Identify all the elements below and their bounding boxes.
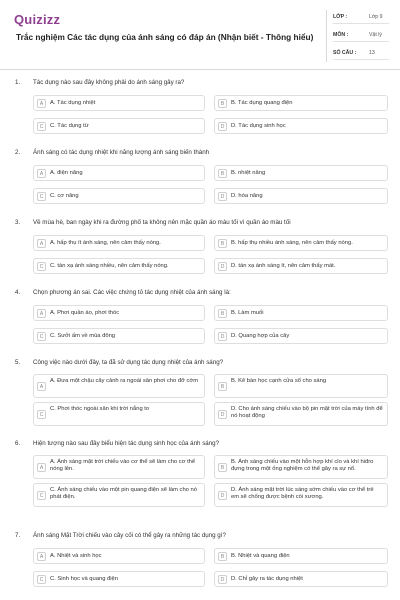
option-b[interactable] <box>214 455 388 479</box>
option-b[interactable] <box>214 305 388 321</box>
option-c[interactable] <box>33 118 205 134</box>
option-d[interactable] <box>214 571 388 587</box>
option-text: B. Làm muối <box>231 310 264 316</box>
option-a[interactable] <box>33 235 205 251</box>
option-a[interactable] <box>33 455 205 479</box>
option-b[interactable] <box>214 548 388 564</box>
option-text: B. Kê bàn học cạnh cửa sổ cho sáng <box>231 378 327 384</box>
meta-value: Vật lý <box>369 32 382 38</box>
option-letter: B <box>218 169 227 178</box>
option-letter: A <box>37 552 46 561</box>
option-letter: D <box>218 491 227 500</box>
meta-row-count <box>333 46 389 60</box>
question-text: Ánh sáng Mặt Trời chiếu vào cây cối có thể gây ra những tác dụng gì? <box>33 532 226 539</box>
option-letter: A <box>37 239 46 248</box>
option-letter: B <box>218 99 227 108</box>
option-text: D. hóa năng <box>231 193 263 199</box>
quizizz-logo[interactable]: Quizizz <box>14 12 61 27</box>
option-letter: B <box>218 382 227 391</box>
option-text: B. Nhiệt và quang điện <box>231 553 290 559</box>
option-b[interactable] <box>214 95 388 111</box>
question-text: Ánh sáng có tác dụng nhiệt khi năng lượng ánh sáng biến thành <box>33 149 210 156</box>
option-d[interactable] <box>214 328 388 344</box>
option-a[interactable] <box>33 165 205 181</box>
meta-value: 13 <box>369 50 375 56</box>
option-text: D. Ánh sáng mặt trời lúc sáng sớm chiếu vào cơ thể trẻ em sẽ chống được bệnh còi xương. <box>231 487 374 501</box>
option-letter: D <box>218 410 227 419</box>
option-a[interactable] <box>33 374 205 398</box>
option-text: A. hấp thụ ít ánh sáng, nên cảm thấy nóng. <box>50 240 161 246</box>
question-number: 3. <box>15 219 21 226</box>
meta-row-subject <box>333 28 389 42</box>
option-d[interactable] <box>214 258 388 274</box>
option-text: B. nhiệt năng <box>231 170 266 176</box>
meta-row-grade <box>333 10 389 24</box>
option-letter: A <box>37 309 46 318</box>
option-c[interactable] <box>33 258 205 274</box>
option-d[interactable] <box>214 118 388 134</box>
option-text: C. Ánh sáng chiếu vào một pin quang điện sẽ làm cho nó phát điện. <box>50 487 197 501</box>
option-text: C. Tác dụng từ <box>50 123 89 129</box>
question-number: 2. <box>15 149 21 156</box>
meta-key: LỚP : <box>333 14 348 20</box>
question-text: Chọn phương án sai. Các việc chứng tỏ tác dụng nhiệt của ánh sáng là: <box>33 289 231 296</box>
option-text: C. Sinh học và quang điện <box>50 576 119 582</box>
question-text: Tác dụng nào sau đây không phải do ánh sáng gây ra? <box>33 79 185 86</box>
option-text: B. hấp thụ nhiều ánh sáng, nên cảm thấy nóng. <box>231 240 353 246</box>
option-c[interactable] <box>33 483 205 507</box>
option-text: A. Phơi quần áo, phơi thóc <box>50 310 120 316</box>
option-d[interactable] <box>214 402 388 426</box>
option-letter: D <box>218 575 227 584</box>
option-letter: D <box>218 192 227 201</box>
page-title: Trắc nghiệm Các tác dụng của ánh sáng có đáp án (Nhận biết - Thông hiểu) <box>16 32 314 42</box>
option-text: C. Phơi thóc ngoài sân khi trời nắng to <box>50 406 150 412</box>
option-text: D. Tác dụng sinh học <box>231 123 286 129</box>
option-text: A. điện năng <box>50 170 83 176</box>
option-a[interactable] <box>33 95 205 111</box>
option-text: A. Tác dụng nhiệt <box>50 100 96 106</box>
option-letter: A <box>37 382 46 391</box>
option-letter: B <box>218 239 227 248</box>
option-letter: C <box>37 332 46 341</box>
worksheet-meta <box>326 10 388 62</box>
option-b[interactable] <box>214 374 388 398</box>
option-c[interactable] <box>33 328 205 344</box>
option-letter: D <box>218 262 227 271</box>
option-letter: A <box>37 463 46 472</box>
option-letter: A <box>37 169 46 178</box>
option-letter: C <box>37 192 46 201</box>
question-text: Về mùa hè, ban ngày khi ra đường phố ta không nên mặc quần áo màu tối vì quần áo màu tối <box>33 219 291 226</box>
option-text: C. tán xạ ánh sáng nhiều, nên cảm thấy nóng. <box>50 263 169 269</box>
question-text: Hiện tượng nào sau đây biểu hiện tác dụng sinh học của ánh sáng? <box>33 440 220 447</box>
option-letter: C <box>37 410 46 419</box>
meta-key: MÔN : <box>333 32 349 38</box>
option-text: B. Tác dụng quang điện <box>231 100 293 106</box>
option-letter: D <box>218 332 227 341</box>
option-a[interactable] <box>33 548 205 564</box>
option-letter: C <box>37 262 46 271</box>
option-text: B. Ánh sáng chiếu vào một hỗn hợp khí clo và khí hiđro đựng trong một ống nghiệm có thể gây ra sự nổ. <box>231 459 374 473</box>
option-d[interactable] <box>214 188 388 204</box>
option-text: A. Nhiệt và sinh học <box>50 553 102 559</box>
option-letter: D <box>218 122 227 131</box>
option-b[interactable] <box>214 165 388 181</box>
option-letter: C <box>37 575 46 584</box>
worksheet-header <box>0 0 400 70</box>
option-c[interactable] <box>33 402 205 426</box>
question-number: 1. <box>15 79 21 86</box>
option-letter: B <box>218 309 227 318</box>
meta-key: SỐ CÂU : <box>333 50 357 56</box>
option-text: A. Đưa một chậu cây cảnh ra ngoài sân phơi cho đỡ cớm <box>50 378 199 384</box>
option-letter: B <box>218 552 227 561</box>
option-text: C. Sưởi ấm về mùa đông <box>50 333 116 339</box>
meta-value: Lớp 9 <box>369 14 383 20</box>
option-text: C. cơ năng <box>50 193 79 199</box>
option-text: D. Chỉ gây ra tác dụng nhiệt <box>231 576 303 582</box>
option-text: D. Cho ánh sáng chiếu vào bộ pin mặt trời của máy tính để nó hoạt động <box>231 406 383 420</box>
question-number: 5. <box>15 359 21 366</box>
option-text: D. tán xạ ánh sáng ít, nên cảm thấy mát. <box>231 263 336 269</box>
option-letter: B <box>218 463 227 472</box>
option-c[interactable] <box>33 188 205 204</box>
question-text: Công việc nào dưới đây, ta đã sử dụng tác dụng nhiệt của ánh sáng? <box>33 359 224 366</box>
option-letter: C <box>37 122 46 131</box>
option-a[interactable] <box>33 305 205 321</box>
option-d[interactable] <box>214 483 388 507</box>
option-c[interactable] <box>33 571 205 587</box>
question-number: 6. <box>15 440 21 447</box>
question-number: 4. <box>15 289 21 296</box>
option-letter: C <box>37 491 46 500</box>
option-text: D. Quang hợp của cây <box>231 333 290 339</box>
option-b[interactable] <box>214 235 388 251</box>
option-text: A. Ánh sáng mặt trời chiếu vào cơ thể sẽ làm cho cơ thể nóng lên. <box>50 459 196 473</box>
question-number: 7. <box>15 532 21 539</box>
option-letter: A <box>37 99 46 108</box>
